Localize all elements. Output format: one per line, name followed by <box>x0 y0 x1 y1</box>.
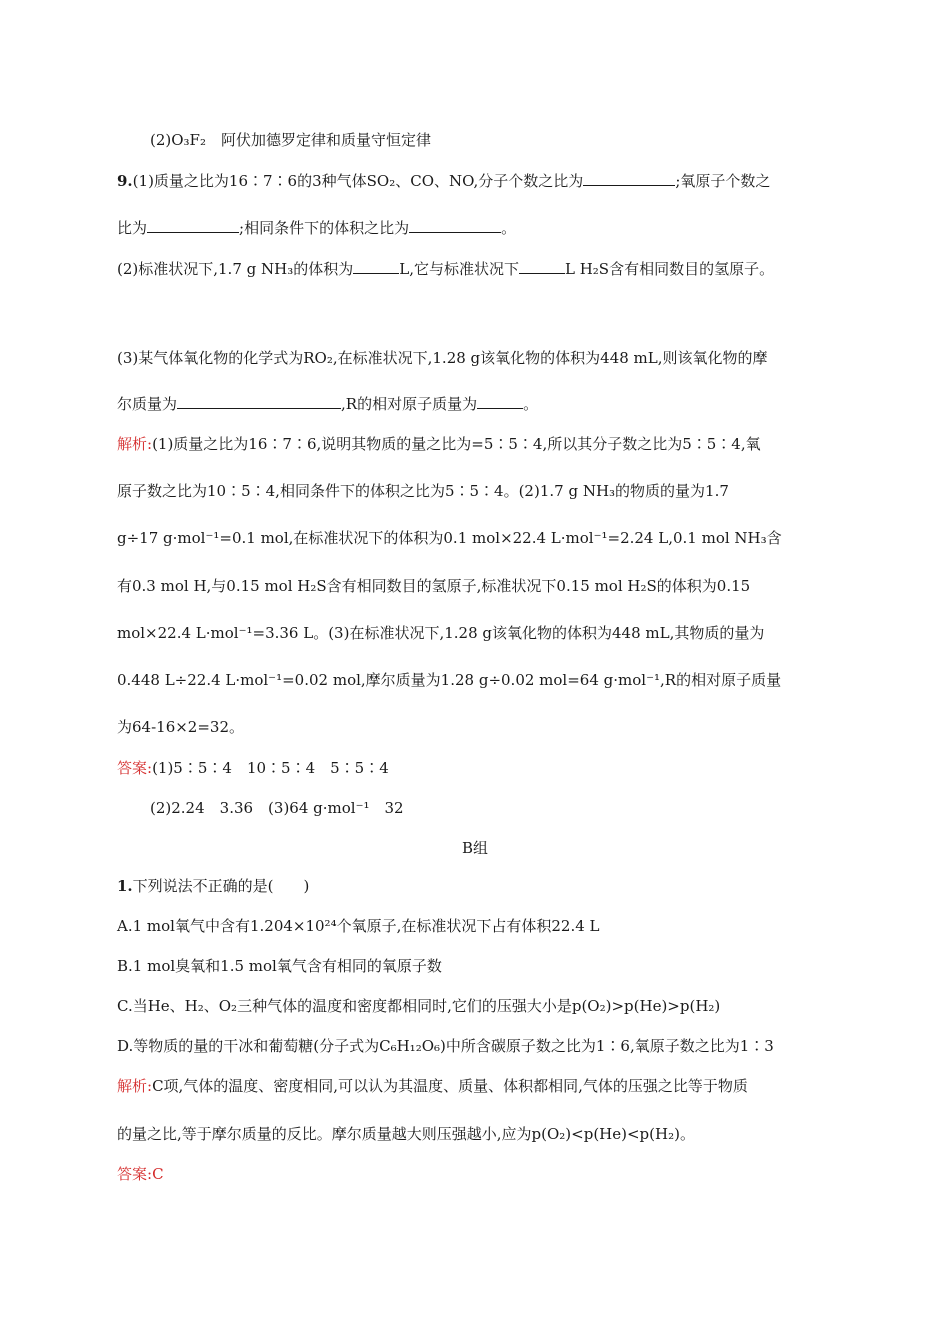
b1-analysis-line-2: 的量之比,等于摩尔质量的反比。摩尔质量越大则压强越小,应为p(O₂)<p(He)<p(H₂)。 <box>117 1125 695 1143</box>
answer-blank <box>147 218 239 233</box>
section-heading: B组 <box>461 839 489 857</box>
analysis-line-1: 解析:(1)质量之比为16∶7∶6,说明其物质的量之比为=5∶5∶4,所以其分子数之比为5∶5∶4,氧 <box>117 435 761 453</box>
previous-answer-line: (2)O₃F₂ 阿伏加德罗定律和质量守恒定律 <box>150 131 431 149</box>
option-b: B.1 mol臭氧和1.5 mol氧气含有相同的氧原子数 <box>117 957 442 975</box>
analysis-label: 解析: <box>117 435 153 453</box>
b1-analysis-line-1: 解析:C项,气体的温度、密度相同,可以认为其温度、质量、体积都相同,气体的压强之比等于物质 <box>117 1077 748 1095</box>
option-c: C.当He、H₂、O₂三种气体的温度和密度都相同时,它们的压强大小是p(O₂)>p(He)>p(H₂) <box>117 997 721 1015</box>
option-d: D.等物质的量的干冰和葡萄糖(分子式为C₆H₁₂O₆)中所含碳原子数之比为1∶6,氧原子数之比为1∶3 <box>117 1037 774 1055</box>
analysis-line-7: 为64-16×2=32。 <box>117 718 245 736</box>
answer-blank <box>477 394 523 409</box>
question-number: 9. <box>117 172 133 190</box>
q9-part3-line1: (3)某气体氧化物的化学式为RO₂,在标准状况下,1.28 g该氧化物的体积为448 mL,则该氧化物的摩 <box>117 349 768 367</box>
analysis-line-6: 0.448 L÷22.4 L·mol⁻¹=0.02 mol,摩尔质量为1.28 g÷0.02 mol=64 g·mol⁻¹,R的相对原子质量 <box>117 671 782 689</box>
answer-label: 答案: <box>117 759 153 777</box>
answer-blank <box>177 394 341 409</box>
answer-blank <box>583 171 675 186</box>
answer-line-1: 答案:(1)5∶5∶4 10∶5∶4 5∶5∶4 <box>117 759 389 777</box>
q9-part3-line2: 尔质量为 ,R的相对原子质量为 。 <box>117 395 539 413</box>
analysis-line-2: 原子数之比为10∶5∶4,相同条件下的体积之比为5∶5∶4。(2)1.7 g NH₃的物质的量为1.7 <box>117 482 729 500</box>
answer-blank <box>409 218 501 233</box>
q9-part1-line2: 比为 ;相同条件下的体积之比为 。 <box>117 219 517 237</box>
analysis-label: 解析: <box>117 1077 153 1095</box>
answer-blank <box>519 259 565 274</box>
b1-question: 1.下列说法不正确的是( ) <box>117 877 310 895</box>
b1-answer: 答案:C <box>117 1165 164 1183</box>
option-a: A.1 mol氧气中含有1.204×10²⁴个氧原子,在标准状况下占有体积22.4 L <box>117 917 600 935</box>
q9-part1-line1: 9.(1)质量之比为16∶7∶6的3种气体SO₂、CO、NO,分子个数之比为 ;氧原子个数之 <box>117 172 771 190</box>
question-number: 1. <box>117 877 133 895</box>
answer-line-2: (2)2.24 3.36 (3)64 g·mol⁻¹ 32 <box>150 799 404 817</box>
answer-blank <box>353 259 399 274</box>
analysis-line-4: 有0.3 mol H,与0.15 mol H₂S含有相同数目的氢原子,标准状况下0.15 mol H₂S的体积为0.15 <box>117 577 751 595</box>
q9-part2: (2)标准状况下,1.7 g NH₃的体积为 L,它与标准状况下 L H₂S含有相同数目的氢原子。 <box>117 260 775 278</box>
analysis-line-5: mol×22.4 L·mol⁻¹=3.36 L。(3)在标准状况下,1.28 g该氧化物的体积为448 mL,其物质的量为 <box>117 624 765 642</box>
analysis-line-3: g÷17 g·mol⁻¹=0.1 mol,在标准状况下的体积为0.1 mol×22.4 L·mol⁻¹=2.24 L,0.1 mol NH₃含 <box>117 529 782 547</box>
answer-label: 答案: <box>117 1165 153 1183</box>
